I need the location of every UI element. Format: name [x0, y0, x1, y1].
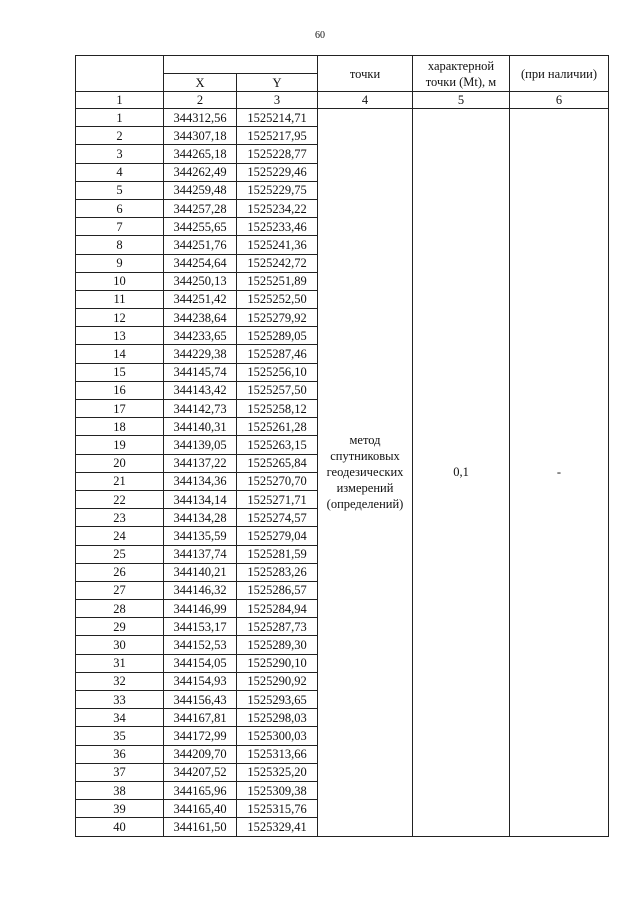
point-number-cell: 40: [76, 818, 164, 836]
x-coordinate-cell: 344262,49: [164, 163, 237, 181]
x-coordinate-cell: 344137,74: [164, 545, 237, 563]
x-coordinate-cell: 344259,48: [164, 181, 237, 199]
x-coordinate-cell: 344145,74: [164, 363, 237, 381]
point-number-cell: 27: [76, 581, 164, 599]
method-line: измерений: [336, 481, 394, 496]
y-coordinate-cell: 1525287,46: [237, 345, 318, 363]
header-cell-note: (при наличии): [510, 56, 609, 92]
y-coordinate-cell: 1525298,03: [237, 709, 318, 727]
y-coordinate-cell: 1525274,57: [237, 509, 318, 527]
y-coordinate-cell: 1525228,77: [237, 145, 318, 163]
point-number-cell: 8: [76, 236, 164, 254]
point-number-cell: 19: [76, 436, 164, 454]
y-coordinate-cell: 1525315,76: [237, 800, 318, 818]
y-coordinate-cell: 1525309,38: [237, 781, 318, 799]
point-number-cell: 18: [76, 418, 164, 436]
point-number-cell: 37: [76, 763, 164, 781]
method-line: геодезических: [326, 465, 404, 480]
y-coordinate-cell: 1525234,22: [237, 199, 318, 217]
x-coordinate-cell: 344165,96: [164, 781, 237, 799]
point-number-cell: 26: [76, 563, 164, 581]
point-number-cell: 5: [76, 181, 164, 199]
column-number: 2: [164, 92, 237, 109]
point-number-cell: 23: [76, 509, 164, 527]
x-coordinate-cell: 344307,18: [164, 127, 237, 145]
y-coordinate-cell: 1525270,70: [237, 472, 318, 490]
x-coordinate-cell: 344137,22: [164, 454, 237, 472]
y-coordinate-cell: 1525229,75: [237, 181, 318, 199]
method-line: метод: [349, 433, 381, 448]
y-coordinate-cell: 1525290,10: [237, 654, 318, 672]
point-number-cell: 28: [76, 600, 164, 618]
x-coordinate-cell: 344146,99: [164, 600, 237, 618]
y-coordinate-cell: 1525300,03: [237, 727, 318, 745]
x-coordinate-cell: 344233,65: [164, 327, 237, 345]
x-coordinate-cell: 344251,76: [164, 236, 237, 254]
header-cell-y: Y: [237, 74, 318, 92]
x-coordinate-cell: 344265,18: [164, 145, 237, 163]
y-coordinate-cell: 1525214,71: [237, 109, 318, 127]
point-number-cell: 10: [76, 272, 164, 290]
point-number-cell: 21: [76, 472, 164, 490]
note-cell: -: [510, 109, 609, 837]
point-number-cell: 32: [76, 672, 164, 690]
point-number-cell: 33: [76, 691, 164, 709]
x-coordinate-cell: 344156,43: [164, 691, 237, 709]
column-number: 4: [318, 92, 413, 109]
y-coordinate-cell: 1525279,92: [237, 309, 318, 327]
x-coordinate-cell: 344134,14: [164, 490, 237, 508]
point-number-cell: 9: [76, 254, 164, 272]
x-coordinate-cell: 344255,65: [164, 218, 237, 236]
y-coordinate-cell: 1525289,05: [237, 327, 318, 345]
x-coordinate-cell: 344134,36: [164, 472, 237, 490]
y-coordinate-cell: 1525257,50: [237, 381, 318, 399]
x-coordinate-cell: 344238,64: [164, 309, 237, 327]
y-coordinate-cell: 1525256,10: [237, 363, 318, 381]
method-cell: [318, 109, 413, 837]
x-coordinate-cell: 344142,73: [164, 400, 237, 418]
header-cell-coordinates: [164, 56, 318, 74]
x-coordinate-cell: 344312,56: [164, 109, 237, 127]
x-coordinate-cell: 344152,53: [164, 636, 237, 654]
x-coordinate-cell: 344250,13: [164, 272, 237, 290]
y-coordinate-cell: 1525263,15: [237, 436, 318, 454]
x-coordinate-cell: 344165,40: [164, 800, 237, 818]
x-coordinate-cell: 344134,28: [164, 509, 237, 527]
x-coordinate-cell: 344161,50: [164, 818, 237, 836]
point-number-cell: 15: [76, 363, 164, 381]
accuracy-cell: 0,1: [413, 109, 510, 837]
x-coordinate-cell: 344153,17: [164, 618, 237, 636]
y-coordinate-cell: 1525329,41: [237, 818, 318, 836]
header-cell-x: X: [164, 74, 237, 92]
x-coordinate-cell: 344172,99: [164, 727, 237, 745]
point-number-cell: 24: [76, 527, 164, 545]
y-coordinate-cell: 1525258,12: [237, 400, 318, 418]
y-coordinate-cell: 1525217,95: [237, 127, 318, 145]
y-coordinate-cell: 1525265,84: [237, 454, 318, 472]
point-number-cell: 12: [76, 309, 164, 327]
x-coordinate-cell: 344140,21: [164, 563, 237, 581]
method-line: спутниковых: [330, 449, 400, 464]
y-coordinate-cell: 1525261,28: [237, 418, 318, 436]
point-number-cell: 25: [76, 545, 164, 563]
header-row-numbers: [76, 92, 609, 109]
y-coordinate-cell: 1525279,04: [237, 527, 318, 545]
x-coordinate-cell: 344140,31: [164, 418, 237, 436]
header-cell-point-number: [76, 56, 164, 92]
x-coordinate-cell: 344209,70: [164, 745, 237, 763]
x-coordinate-cell: 344146,32: [164, 581, 237, 599]
point-number-cell: 36: [76, 745, 164, 763]
x-coordinate-cell: 344251,42: [164, 290, 237, 308]
x-coordinate-cell: 344143,42: [164, 381, 237, 399]
y-coordinate-cell: 1525281,59: [237, 545, 318, 563]
coordinates-table: [75, 55, 609, 837]
y-coordinate-cell: 1525289,30: [237, 636, 318, 654]
y-coordinate-cell: 1525251,89: [237, 272, 318, 290]
y-coordinate-cell: 1525284,94: [237, 600, 318, 618]
point-number-cell: 29: [76, 618, 164, 636]
header-accuracy-line1: характерной: [427, 58, 495, 73]
point-number-cell: 30: [76, 636, 164, 654]
y-coordinate-cell: 1525271,71: [237, 490, 318, 508]
y-coordinate-cell: 1525293,65: [237, 691, 318, 709]
x-coordinate-cell: 344254,64: [164, 254, 237, 272]
point-number-cell: 13: [76, 327, 164, 345]
y-coordinate-cell: 1525229,46: [237, 163, 318, 181]
column-number: 1: [76, 92, 164, 109]
y-coordinate-cell: 1525241,36: [237, 236, 318, 254]
point-number-cell: 38: [76, 781, 164, 799]
y-coordinate-cell: 1525313,66: [237, 745, 318, 763]
column-number: 5: [413, 92, 510, 109]
point-number-cell: 4: [76, 163, 164, 181]
page-number: 60: [315, 30, 325, 41]
y-coordinate-cell: 1525287,73: [237, 618, 318, 636]
x-coordinate-cell: 344257,28: [164, 199, 237, 217]
point-number-cell: 7: [76, 218, 164, 236]
table-row: [76, 109, 609, 127]
x-coordinate-cell: 344229,38: [164, 345, 237, 363]
x-coordinate-cell: 344135,59: [164, 527, 237, 545]
x-coordinate-cell: 344207,52: [164, 763, 237, 781]
y-coordinate-cell: 1525252,50: [237, 290, 318, 308]
header-cell-method: точки: [318, 56, 413, 92]
y-coordinate-cell: 1525290,92: [237, 672, 318, 690]
point-number-cell: 6: [76, 199, 164, 217]
y-coordinate-cell: 1525286,57: [237, 581, 318, 599]
x-coordinate-cell: 344154,05: [164, 654, 237, 672]
point-number-cell: 2: [76, 127, 164, 145]
header-cell-accuracy: [413, 56, 510, 92]
point-number-cell: 31: [76, 654, 164, 672]
point-number-cell: 16: [76, 381, 164, 399]
point-number-cell: 35: [76, 727, 164, 745]
column-number: 6: [510, 92, 609, 109]
x-coordinate-cell: 344139,05: [164, 436, 237, 454]
y-coordinate-cell: 1525242,72: [237, 254, 318, 272]
point-number-cell: 34: [76, 709, 164, 727]
point-number-cell: 11: [76, 290, 164, 308]
column-number: 3: [237, 92, 318, 109]
x-coordinate-cell: 344154,93: [164, 672, 237, 690]
point-number-cell: 17: [76, 400, 164, 418]
header-accuracy-line2: точки (Mt), м: [425, 74, 497, 89]
point-number-cell: 39: [76, 800, 164, 818]
x-coordinate-cell: 344167,81: [164, 709, 237, 727]
point-number-cell: 3: [76, 145, 164, 163]
method-line: (определений): [326, 497, 404, 512]
y-coordinate-cell: 1525233,46: [237, 218, 318, 236]
y-coordinate-cell: 1525283,26: [237, 563, 318, 581]
point-number-cell: 22: [76, 490, 164, 508]
point-number-cell: 14: [76, 345, 164, 363]
header-row-top: [76, 56, 609, 74]
point-number-cell: 1: [76, 109, 164, 127]
point-number-cell: 20: [76, 454, 164, 472]
y-coordinate-cell: 1525325,20: [237, 763, 318, 781]
